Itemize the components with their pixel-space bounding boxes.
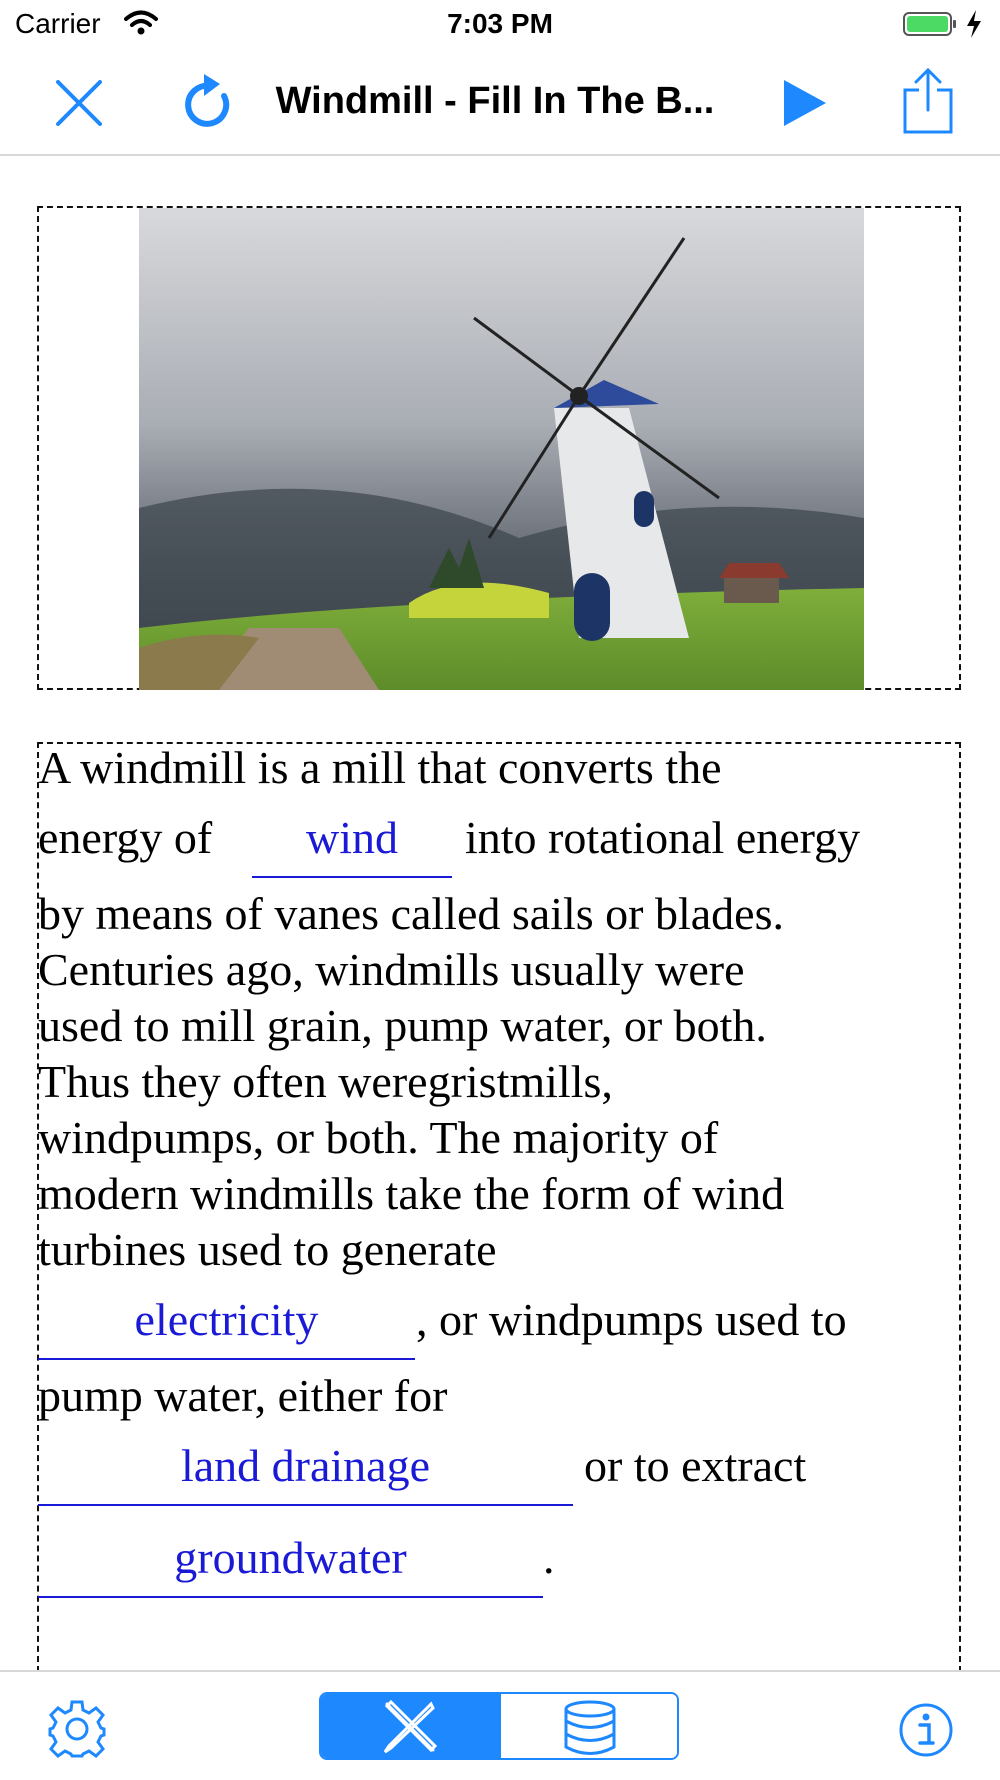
info-icon[interactable] xyxy=(898,1702,954,1758)
passage-line: windpumps, or both. The majority of xyxy=(38,1112,719,1163)
segment-data[interactable] xyxy=(501,1694,679,1758)
passage-line: used to mill grain, pump water, or both. xyxy=(38,1000,767,1051)
passage-line: pump water, either for xyxy=(38,1370,448,1421)
tools-icon xyxy=(381,1700,439,1754)
passage-line: Centuries ago, windmills usually were xyxy=(38,944,745,995)
close-icon[interactable] xyxy=(54,78,104,128)
battery-icon xyxy=(903,12,957,36)
answer-blank-land-drainage[interactable]: land drainage xyxy=(38,1438,573,1506)
passage-line: , or windpumps used to xyxy=(416,1294,847,1345)
segment-edit[interactable] xyxy=(321,1694,501,1758)
status-bar xyxy=(0,0,1000,50)
answer-blank-wind[interactable]: wind xyxy=(252,810,452,878)
nav-bar xyxy=(0,52,1000,156)
clock: 7:03 PM xyxy=(447,8,553,39)
passage-line: by means of vanes called sails or blades. xyxy=(38,888,784,939)
passage-line: . xyxy=(543,1532,555,1583)
passage-line: modern windmills take the form of wind xyxy=(38,1168,785,1219)
bottom-toolbar xyxy=(0,1670,1000,1780)
mode-segmented-control xyxy=(319,1692,679,1760)
charging-icon xyxy=(965,10,983,38)
passage-line: or to extract xyxy=(584,1440,807,1491)
passage-line: A windmill is a mill that converts the xyxy=(38,742,722,793)
page-title: Windmill - Fill In The B... xyxy=(275,80,715,122)
windmill-photo xyxy=(139,208,864,690)
refresh-icon[interactable] xyxy=(180,72,236,132)
answer-blank-electricity[interactable]: electricity xyxy=(38,1292,415,1360)
passage-line: into rotational energy xyxy=(465,812,861,863)
play-icon[interactable] xyxy=(782,78,828,128)
passage-line: energy of xyxy=(38,812,213,863)
answer-blank-groundwater[interactable]: groundwater xyxy=(38,1530,543,1598)
database-icon xyxy=(563,1700,617,1756)
image-frame xyxy=(37,206,961,690)
passage-line: Thus they often weregristmills, xyxy=(38,1056,613,1107)
gear-icon[interactable] xyxy=(46,1698,108,1760)
carrier-label: Carrier xyxy=(15,8,101,39)
share-icon[interactable] xyxy=(902,66,954,136)
passage-line: turbines used to generate xyxy=(38,1224,497,1275)
